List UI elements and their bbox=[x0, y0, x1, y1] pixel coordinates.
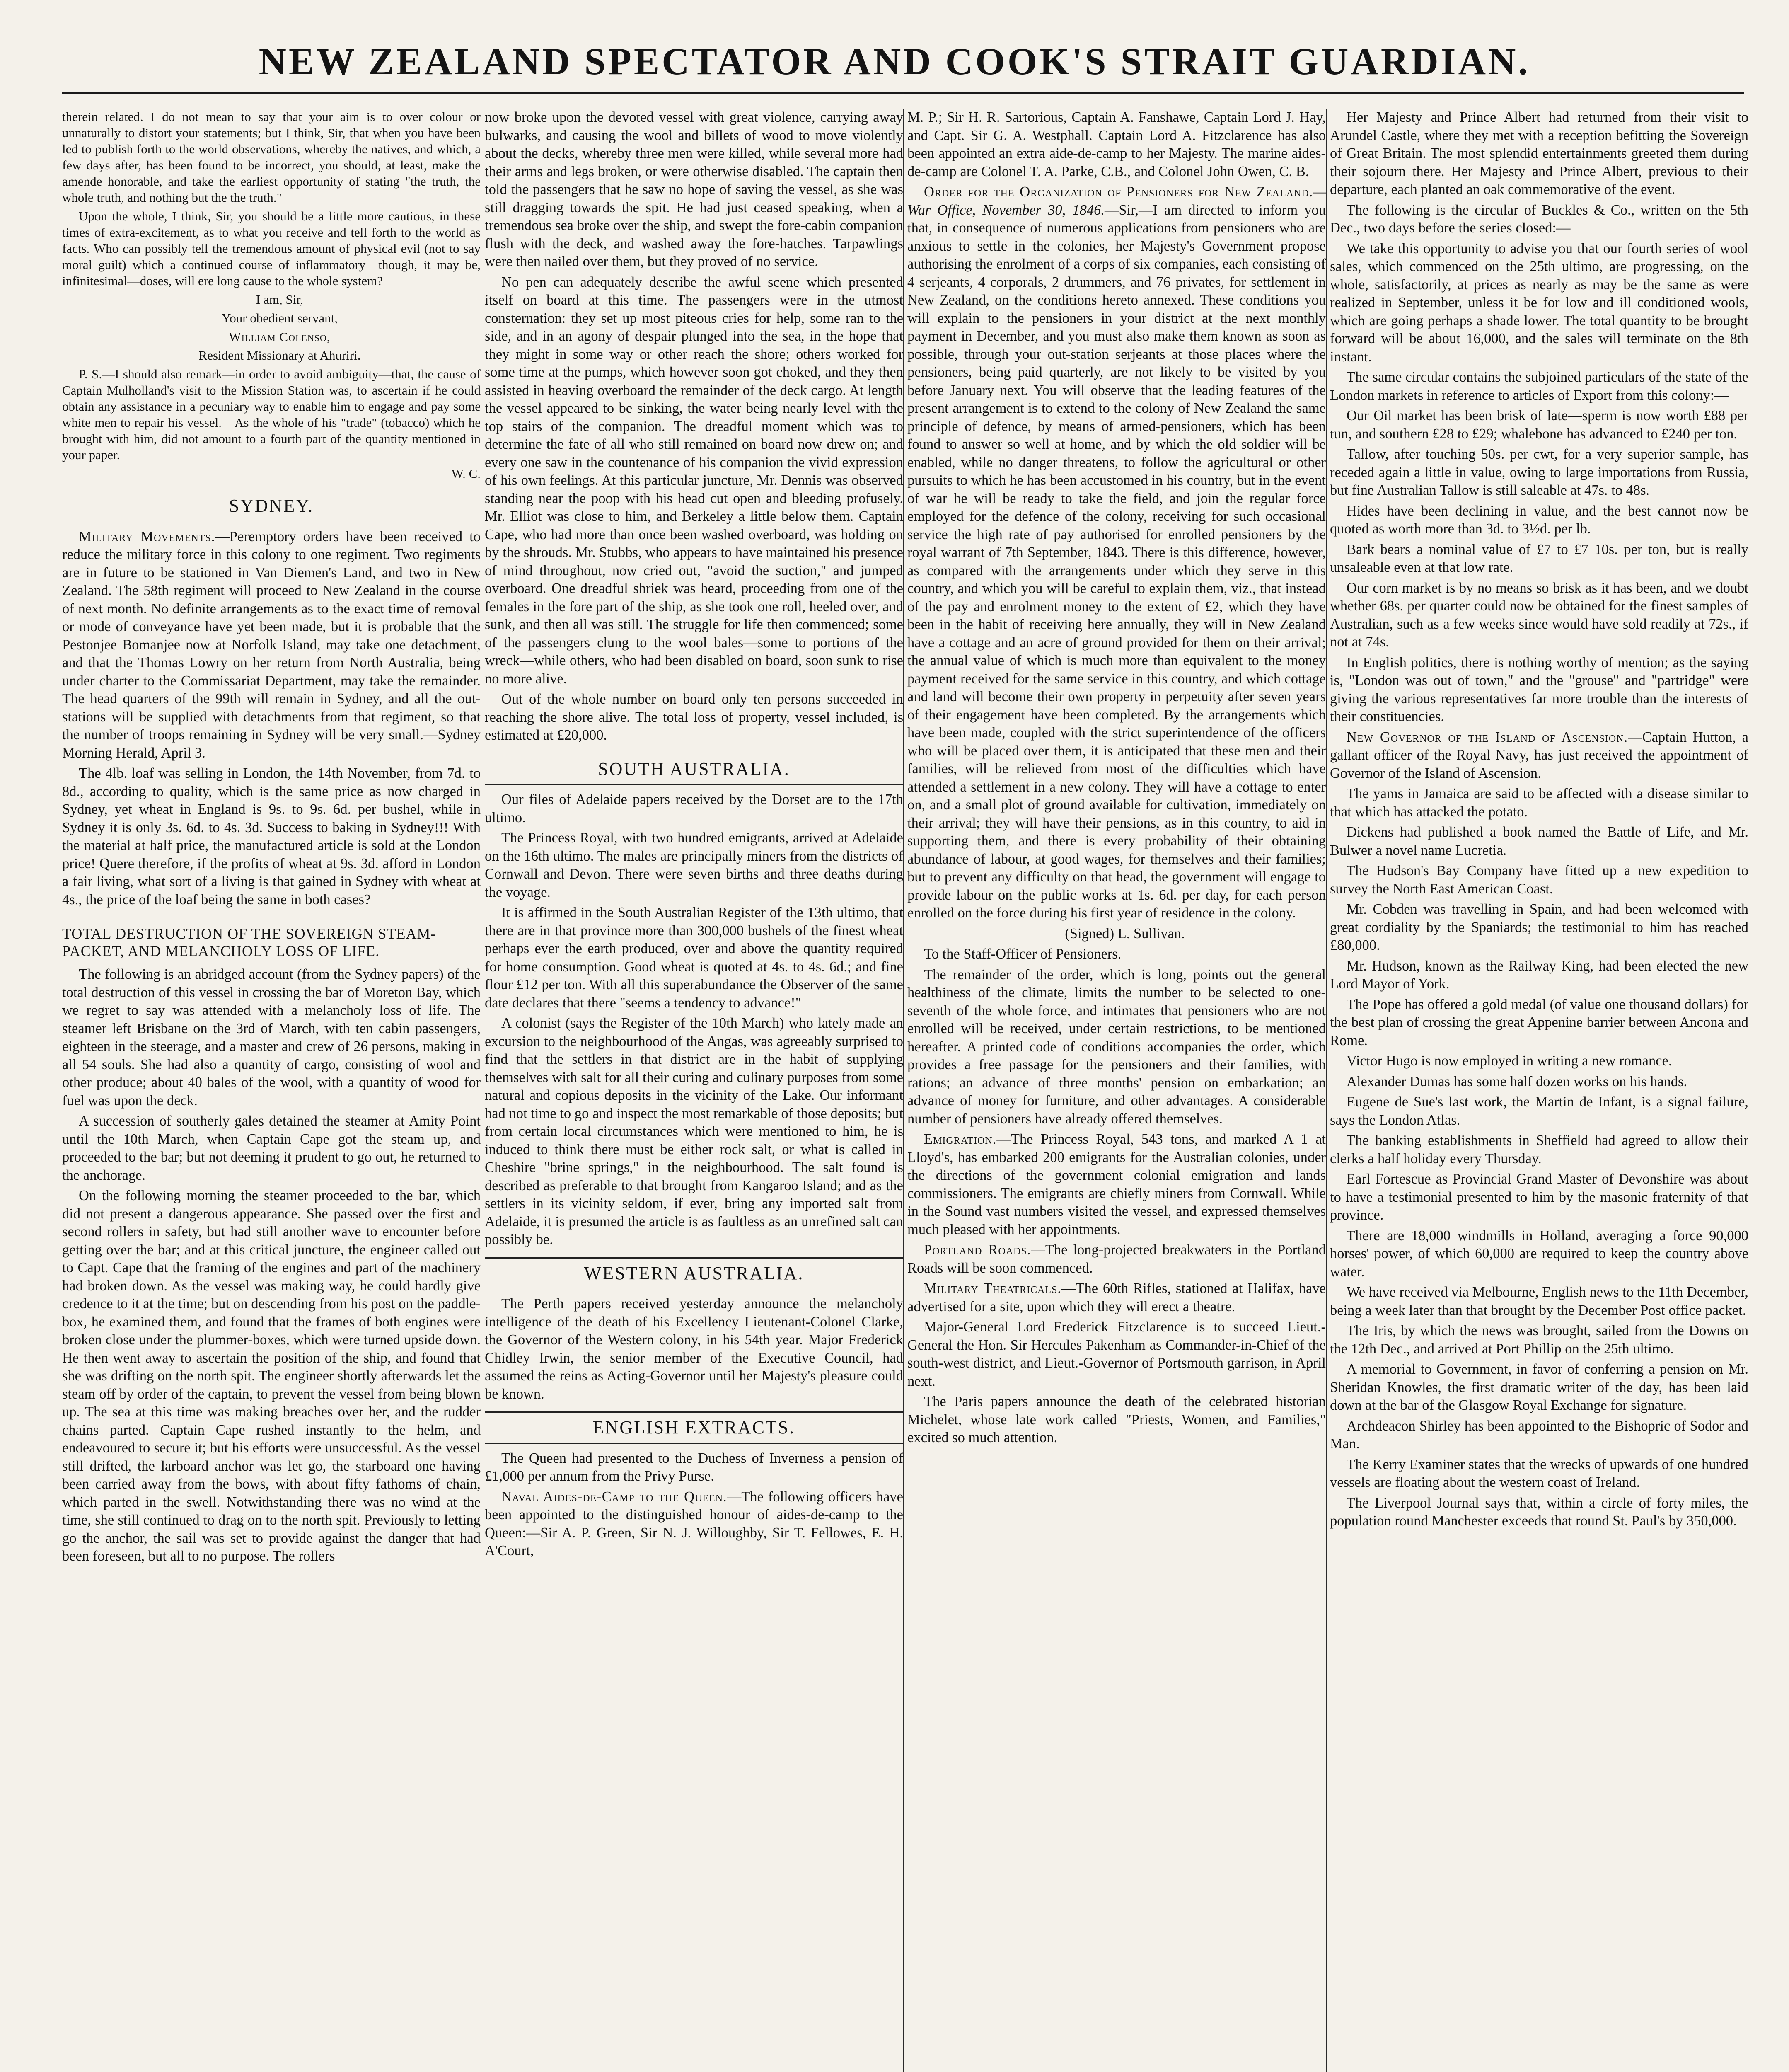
article-paragraph: A memorial to Government, in favor of conferring a pension on Mr. Sheridan Knowles, the first dramatic writer of the day, has been laid down at the bar of the Glasgow Royal Exchange for signature. bbox=[1330, 1361, 1748, 1413]
article-paragraph: Mr. Hudson, known as the Railway King, had been elected the new Lord Mayor of York. bbox=[1330, 958, 1748, 992]
article-paragraph: Portland Roads.—The long-projected breakwaters in the Portland Roads will be soon commenced. bbox=[907, 1242, 1326, 1276]
article-paragraph: The following is the circular of Buckles & Co., written on the 5th Dec., two days before the series closed:— bbox=[1330, 202, 1748, 236]
article-paragraph: The 4lb. loaf was selling in London, the 14th November, from 7d. to 8d., according to quality, which is the same price as now charged in Sydney, yet wheat in England is 9s. to 9s. 6d. per bushel, while in Sydney it is only 3s. 6d. to 4s. 3d. Success to baking in Sydney!!! With the material at half price, the manufactured article is sold at the London price! Quere therefore, if the profits of wheat at 9s. 3d. afford in London a fair living, what sort of a living is that gained in Sydney with wheat at 4s., the price of the loaf being the same in both cases? bbox=[62, 765, 481, 908]
article-paragraph: Our Oil market has been brisk of late—sperm is now worth £88 per tun, and southern £28 to £29; whalebone has advanced to £240 per ton. bbox=[1330, 408, 1748, 442]
column-3 bbox=[907, 109, 1326, 2072]
postscript: P. S.—I should also remark—in order to avoid ambiguity—that, the cause of Captain Mulholland's visit to the Mission Station was, to ascertain if he could obtain any assistance in a pecuniary way to enable him to engage and pay some white men to repair his vessel.—As the whole of his "trade" (tobacco) which he brought with him, did not amount to a fourth part of the quantity mentioned in your paper. bbox=[62, 367, 481, 462]
article-lead: New Governor of the Island of Ascension. bbox=[1347, 729, 1628, 745]
article-paragraph: Alexander Dumas has some half dozen works on his hands. bbox=[1347, 1073, 1687, 1089]
article-paragraph: Dickens had published a book named the Battle of Life, and Mr. Bulwer a novel name Lucretia. bbox=[1330, 824, 1748, 858]
masthead-rule bbox=[62, 92, 1744, 94]
article-paragraph: Her Majesty and Prince Albert had returned from their visit to Arundel Castle, where they met with a reception befitting the Sovereign of Great Britain. The most splendid entertainments greeted them during their sojourn there. Her Majesty and Prince Albert, previous to their departure, each planted an oak commemorative of the event. bbox=[1330, 109, 1748, 197]
article-paragraph: A colonist (says the Register of the 10th March) who lately made an excursion to the neighbourhood of the Angas, was agreeably surprised to find that the settlers in that district are in the habit of supplying themselves with salt for all their curing and culinary purposes from some natural and copious deposits in the vicinity of the Lake. Our informant had not time to go and inspect the most remarkable of those deposits; but from certain local circumstances which were mentioned to him, he is induced to think there must be either rock salt, or what is called in Cheshire "brine springs," in the neighbourhood. The salt found is described as preferable to that brought from Kangaroo Island; and as the settlers in its vicinity seldom, if ever, bring any imported salt from Adelaide, it is presumed the article is as faultless as an unrefined salt can possibly be. bbox=[485, 1015, 903, 1247]
article-paragraph: The Princess Royal, with two hundred emigrants, arrived at Adelaide on the 16th ultimo. The males are principally miners from the districts of Cornwall and Devon. There were seven births and three deaths during the voyage. bbox=[485, 830, 903, 900]
article-paragraph: Hides have been declining in value, and the best cannot now be quoted as worth more than 3d. to 3½d. per lb. bbox=[1330, 503, 1748, 537]
article-paragraph: No pen can adequately describe the awful scene which presented itself on board at this time. The passengers were in the utmost consternation: they set up most piteous cries for help, some ran to the side, and in an agony of despair plunged into the sea, in the hope that they might in some way or other reach the shore; others worked for some time at the pumps, which however soon got choked, and they then assisted in heaving overboard the remainder of the deck cargo. At length the vessel appeared to be sinking, the water being nearly level with the top stairs of the companion. The dreadful moment which was to determine the fate of all who still remained on board now drew on; and every one saw in the countenance of his companion the vivid expression of his own feelings. At this particular juncture, Mr. Dennis was observed standing near the poop with his head cut open and bleeding profusely. Mr. Elliot was close to him, and Berkeley a little below them. Captain Cape, who had more than once been washed overboard, was holding on by the shrouds. Mr. Stubbs, who appears to have maintained his presence of mind throughout, now cried out, "avoid the suction," and jumped overboard. One dreadful shriek was heard, proceeding from one of the females in the fore part of the ship, as she took one roll, heeled over, and sunk, and then all was still. The struggle for life then commenced; some of the passengers clung to the wool bales—some to portions of the wreck—while others, who had been disabled on board, soon sunk to rise no more alive. bbox=[485, 274, 903, 687]
article-paragraph: The Perth papers received yesterday announce the melancholy intelligence of the death of his Excellency Lieutenant-Colonel Clarke, the Governor of the Western colony, in his 54th year. Major Frederick Chidley Irwin, the senior member of the Executive Council, had assumed the reins as Acting-Governor until her Majesty's pleasure could be known. bbox=[485, 1296, 903, 1402]
article-paragraph: Mr. Cobden was travelling in Spain, and had been welcomed with great cordiality by the Spaniards; the testimonial to him has reached £80,000. bbox=[1330, 901, 1748, 953]
article-lead: Emigration. bbox=[924, 1131, 997, 1147]
article-paragraph: In English politics, there is nothing worthy of mention; as the saying is, "London was out of town," and the "grouse" and "partridge" were giving the various representatives far more trouble than the interests of their constituencies. bbox=[1330, 654, 1748, 724]
article-paragraph: Victor Hugo is now employed in writing a new romance. bbox=[1347, 1053, 1672, 1069]
section-heading-western-australia: WESTERN AUSTRALIA. bbox=[485, 1257, 903, 1290]
article-paragraph: We have received via Melbourne, English news to the 11th December, being a week later than that brought by the December Post office packet. bbox=[1330, 1284, 1748, 1318]
article-paragraph: The Paris papers announce the death of the celebrated historian Michelet, whose late work called "Priests, Women, and Families," excited so much attention. bbox=[907, 1394, 1326, 1445]
article-paragraph: Naval Aides-de-Camp to the Queen.—The following officers have been appointed to the distinguished honour of aides-de-camp to the Queen:—Sir A. P. Green, Sir N. J. Willoughby, Sir T. Fellowes, E. H. A'Court, bbox=[485, 1489, 903, 1559]
masthead bbox=[0, 0, 1789, 108]
order-signature: (Signed) L. Sullivan. bbox=[1065, 925, 1185, 942]
article-paragraph: Military Movements.—Peremptory orders have been received to reduce the military force in this colony to one regiment. Two regiments are in future to be stationed in Van Diemen's Land, and two in New Zealand. The 58th regiment will proceed to New Zealand in the course of next month. No definite arrangements as to the exact time of removal or mode of conveyance have yet been made, but it is probable that the Pestonjee Bomanjee now at Norfolk Island, may take one detachment, and that the Thomas Lowry on her return from North Australia, being under charter to the Commissariat Department, may take the remainder. The head quarters of the 99th will remain in Sydney, and all the out-stations will be supplied with detachments from that regiment, so that the number of troops remaining in Sydney will be very small.—Sydney Morning Herald, April 3. bbox=[62, 528, 481, 761]
article-paragraph: Archdeacon Shirley has been appointed to the Bishopric of Sodor and Man. bbox=[1330, 1418, 1748, 1452]
column-4 bbox=[1330, 109, 1748, 2072]
article-paragraph: On the following morning the steamer proceeded to the bar, which did not present a dangerous appearance. She passed over the first and second rollers in safety, but had still another wave to encounter before getting over the bar; and at this critical juncture, the engineer called out to Capt. Cape that the framing of the engines and part of the machinery had broken down. As the vessel was making way, he could hardly give credence to it at the time; but on descending from his post on the paddle-box, he examined them, and found that the frames of both engines were broken close under the plummer-boxes, which were turned upside down. He then went away to ascertain the position of the ship, and found that she was drifting on the north spit. The engineer shortly afterwards let the steam off by order of the captain, to prevent the vessel from being blown up. The sea at this time was making breaches over her, and the rudder chains parted. Captain Cape rushed instantly to the helm, and endeavoured to secure it; but his efforts were unsuccessful. As the vessel still drifted, the larboard anchor was let go, the starboard one having been carried away from the bows, with about fifty fathoms of chain, which parted in the swell. Notwithstanding there was no wind at the time, she still continued to drag on to the north spit. Previously to letting go the anchor, the sail was set to provide against the danger that had been foreseen, but all to no purpose. The rollers bbox=[62, 1188, 481, 1564]
article-source: —War Office, November 30, 1846. bbox=[907, 184, 1326, 218]
section-heading-english-extracts: ENGLISH EXTRACTS. bbox=[485, 1411, 903, 1444]
column-divider bbox=[903, 109, 904, 2072]
article-paragraph: The same circular contains the subjoined particulars of the state of the London markets in reference to articles of Export from this colony:— bbox=[1330, 369, 1748, 403]
article-paragraph: Out of the whole number on board only ten persons succeeded in reaching the shore alive. The total loss of property, vessel included, is estimated at £20,000. bbox=[485, 691, 903, 743]
postscript-signature: W. C. bbox=[451, 466, 481, 481]
article-paragraph: The Liverpool Journal says that, within a circle of forty miles, the population round Manchester exceeds that round St. Paul's by 350,000. bbox=[1330, 1495, 1748, 1529]
section-heading-wreck: TOTAL DESTRUCTION OF THE SOVEREIGN STEAM-PACKET, AND MELANCHOLY LOSS OF LIFE. bbox=[62, 919, 481, 960]
letter-paragraph: therein related. I do not mean to say that your aim is to over colour or unnaturally to distort your statements; but I think, Sir, that when you have been led to publish forth to the world observations, whereby the natives, and which, a few days after, has been found to be incorrect, you should, at least, make the amende honorable, and take the earliest opportunity of stating "the truth, the whole truth, and nothing but the the truth." bbox=[62, 109, 481, 205]
letter-paragraph: Upon the whole, I think, Sir, you should be a little more cautious, in these times of extra-excitement, as to what you receive and tell forth to the world as facts. Who can possibly tell the tremendous amount of physical evil (not to say moral guilt) which a continued course of inflammatory—though, it may be, infinitesimal—doses, will ere long cause to the whole system? bbox=[62, 209, 481, 288]
article-paragraph: It is affirmed in the South Australian Register of the 13th ultimo, that there are in that province more than 300,000 bushels of the finest wheat perhaps ever the earth produced, over and above the quantity required for home consumption. Good wheat is quoted at 4s. to 4s. 6d.; and fine flour £12 per ton. With all this superabundance the Observer of the same date declares that there "seems a tendency to advance!" bbox=[485, 905, 903, 1011]
article-paragraph: Our corn market is by no means so brisk as it has been, and we doubt whether 68s. per quarter could now be obtained for the finest samples of Australian, such as a few weeks since would have sold readily at 72s., if not at 74s. bbox=[1330, 580, 1748, 650]
article-paragraph: Our files of Adelaide papers received by the Dorset are to the 17th ultimo. bbox=[485, 792, 903, 825]
article-lead: Order for the Organization of Pensioners for New Zealand. bbox=[924, 184, 1313, 200]
column-2 bbox=[485, 109, 903, 2072]
article-paragraph: The Iris, by which the news was brought, sailed from the Downs on the 12th Dec., and arrived at Port Phillip on the 25th ultimo. bbox=[1330, 1323, 1748, 1357]
article-paragraph: Tallow, after touching 50s. per cwt, for a very superior sample, has receded again a little in value, owing to large importations from Russia, but fine Australian Tallow is still saleable at 47s. to 48s. bbox=[1330, 446, 1748, 498]
section-heading-sydney: SYDNEY. bbox=[62, 490, 481, 522]
section-heading-south-australia: SOUTH AUSTRALIA. bbox=[485, 753, 903, 785]
order-addressee: To the Staff-Officer of Pensioners. bbox=[924, 946, 1122, 962]
article-paragraph: Eugene de Sue's last work, the Martin de Infant, is a signal failure, says the London Atlas. bbox=[1330, 1094, 1748, 1128]
article-paragraph: There are 18,000 windmills in Holland, averaging a force 90,000 horses' power, of which 60,000 are required to keep the country above water. bbox=[1330, 1227, 1748, 1280]
article-paragraph: The following is an abridged account (from the Sydney papers) of the total destruction of this vessel in crossing the bar of Moreton Bay, which we regret to say was attended with a melancholy loss of life. The steamer left Brisbane on the 3rd of March, with ten cabin passengers, eighteen in the steerage, and a master and crew of 26 persons, making in all 54 souls. She had also a quantity of cargo, consisting of wool and other produce; about 40 bales of the wool, with a quantity of wood for fuel was upon the deck. bbox=[62, 966, 481, 1109]
article-paragraph: Bark bears a nominal value of £7 to £7 10s. per ton, but is really unsaleable even at that low rate. bbox=[1330, 541, 1748, 575]
article-paragraph: now broke upon the devoted vessel with great violence, carrying away bulwarks, and causing the wool and billets of wood to move violently about the decks, whereby three men were killed, while several more had their arms and legs broken, or were otherwise disabled. The captain then told the passengers that he saw no hope of saving the vessel, as she was still dragging towards the spit. He had just ceased speaking, when a tremendous sea broke over the ship, and swept the fore-cabin companion flush with the deck, and washed away the fore-hatches. Tarpawlings were then nailed over them, but they proved of no service. bbox=[485, 109, 903, 269]
article-paragraph: New Governor of the Island of Ascension.—Captain Hutton, a gallant officer of the Royal Navy, has just received the appointment of Governor of the Island of Ascension. bbox=[1330, 729, 1748, 781]
letter-signature-title: Resident Missionary at Ahuriri. bbox=[198, 348, 361, 363]
article-paragraph: The Kerry Examiner states that the wrecks of upwards of one hundred vessels are floating about the western coast of Ireland. bbox=[1330, 1456, 1748, 1490]
article-paragraph: Order for the Organization of Pensioners for New Zealand.—War Office, November 30, 1846.—Sir,—I am directed to inform you that, in consequence of numerous applications from pensioners who are anxious to settle in the colonies, her Majesty's Government propose authorising the enrolment of a corps of six companies, each consisting of 4 serjeants, 4 corporals, 2 drummers, and 76 privates, for settlement in New Zealand, on the conditions hereto annexed. These conditions you will explain to the pensioners in your district at the next monthly payment in December, and you must also make them known as soon as possible, through your out-station serjeants at those places where the pensioners, being paid quarterly, are not likely to be visited by you before January next. You will observe that the leading features of the present arrangement is to extend to the colony of New Zealand the same principle of defence, by means of armed-pensioners, which has been found to answer so well at home, and by which the old soldier will be enabled, while no danger threatens, to follow the agricultural or other pursuits to which he has been accustomed in his country, but in the event of war he will be ready to take the field, and join the regular force employed for the defence of the colony, receiving for such occasional service the high rate of pay authorised for enrolled pensioners by the royal warrant of 7th September, 1843. There is this difference, however, as compared with the arrangements under which they serve in this country, and which you will be careful to explain them, viz., that instead of the pay and enrolment money to the extent of £2, which they have been in the habit of receiving here annually, they will in New Zealand have a cottage and an acre of ground provided for them on their arrival; the annual value of which is much more than equivalent to the money payment received for the same service in this country, and which cottage and land will become their own property in perpetuity after seven years of their engagement have been completed. By the arrangements which have been made, coupled with the strict superintendence of the officers who will be placed over them, it is anticipated that these men and their families, will be relieved from most of the difficulties which have attended a settlement in a new colony. They will have a cottage to enter on, and a small plot of ground available for cultivation, immediately on their arrival; they will have their pensions, as in this country, to aid in supporting them, and there is every probability of their obtaining abundance of labour, at good wages, for themselves and their families; but to prevent any difficulty on that head, the government will engage to provide labour on the public works at 1s. 6d. per day, for each person enrolled on the force during his first year of residence in the colony. bbox=[907, 184, 1326, 921]
letter-signature: William Colenso, bbox=[229, 329, 331, 344]
article-lead: Military Theatricals. bbox=[924, 1280, 1061, 1296]
article-paragraph: Emigration.—The Princess Royal, 543 tons, and marked A 1 at Lloyd's, has embarked 200 emigrants for the Australian colonies, under the directions of the government colonial emigration and lands commissioners. The emigrants are chiefly miners from Cornwall. While in the Sound vast numbers visited the vessel, and expressed themselves much pleased with her appointments. bbox=[907, 1131, 1326, 1237]
article-paragraph: The banking establishments in Sheffield had agreed to allow their clerks a half holiday every Thursday. bbox=[1330, 1133, 1748, 1167]
article-paragraph: Military Theatricals.—The 60th Rifles, stationed at Halifax, have advertised for a site, upon which they will erect a theatre. bbox=[907, 1280, 1326, 1314]
article-lead: Portland Roads. bbox=[924, 1242, 1031, 1258]
article-paragraph: The Hudson's Bay Company have fitted up a new expedition to survey the North East American Coast. bbox=[1330, 863, 1748, 897]
letter-salutation: I am, Sir, bbox=[256, 292, 304, 307]
letter-closing: Your obedient servant, bbox=[221, 311, 338, 325]
article-paragraph: A succession of southerly gales detained the steamer at Amity Point until the 10th March, when Captain Cape got the steam up, and proceeded to the bar; but not deeming it prudent to go out, he returned to the anchorage. bbox=[62, 1113, 481, 1183]
article-paragraph: Major-General Lord Frederick Fitzclarence is to succeed Lieut.-General the Hon. Sir Hercules Pakenham as Commander-in-Chief of the south-west district, and Lieut.-Governor of Portsmouth garrison, in April next. bbox=[907, 1319, 1326, 1389]
article-paragraph: M. P.; Sir H. R. Sartorious, Captain A. Fanshawe, Captain Lord J. Hay, and Capt. Sir G. A. Westphall. Captain Lord A. Fitzclarence has also been appointed an extra aide-de-camp to her Majesty. The marine aides-de-camp are Colonel T. A. Parke, C.B., and Colonel John Owen, C. B. bbox=[907, 109, 1326, 179]
article-paragraph: We take this opportunity to advise you that our fourth series of wool sales, which commenced on the 25th ultimo, are progressing, on the whole, satisfactorily, at prices as nearly as may be the same as were realized in September, unless it be for low and ill conditioned wools, which are going perhaps a shade lower. The total quantity to be brought forward will be about 16,000, and the sales will terminate on the 8th instant. bbox=[1330, 240, 1748, 365]
article-paragraph: The Pope has offered a gold medal (of value one thousand dollars) for the best plan of crossing the great Appenine barrier between Ancona and Rome. bbox=[1330, 996, 1748, 1048]
article-lead: Military Movements. bbox=[79, 528, 215, 545]
column-divider bbox=[1326, 109, 1327, 2072]
newspaper-title: NEW ZEALAND SPECTATOR AND COOK'S STRAIT GUARDIAN. bbox=[259, 40, 1530, 82]
article-paragraph: The Queen had presented to the Duchess of Inverness a pension of £1,000 per annum from the Privy Purse. bbox=[485, 1450, 903, 1484]
article-paragraph: Earl Fortescue as Provincial Grand Master of Devonshire was about to have a testimonial presented to him by the masonic fraternity of that province. bbox=[1330, 1171, 1748, 1223]
column-1 bbox=[62, 109, 481, 2072]
article-paragraph: The remainder of the order, which is long, points out the general healthiness of the climate, limits the number to be selected to one-seventh of the whole force, and intimates that pensioners who are not enrolled will be received, under certain restrictions, to be mentioned hereafter. A printed code of conditions accompanies the order, which provides a free passage for the pensioners and their families, with rations; an advance of three months' pension on embarkation; an advance of money for furniture, and other advantages. A considerable number of pensioners have already offered themselves. bbox=[907, 966, 1326, 1127]
article-paragraph: The yams in Jamaica are said to be affected with a disease similar to that which has attacked the potato. bbox=[1330, 786, 1748, 820]
article-lead: Naval Aides-de-Camp to the Queen. bbox=[501, 1489, 727, 1505]
